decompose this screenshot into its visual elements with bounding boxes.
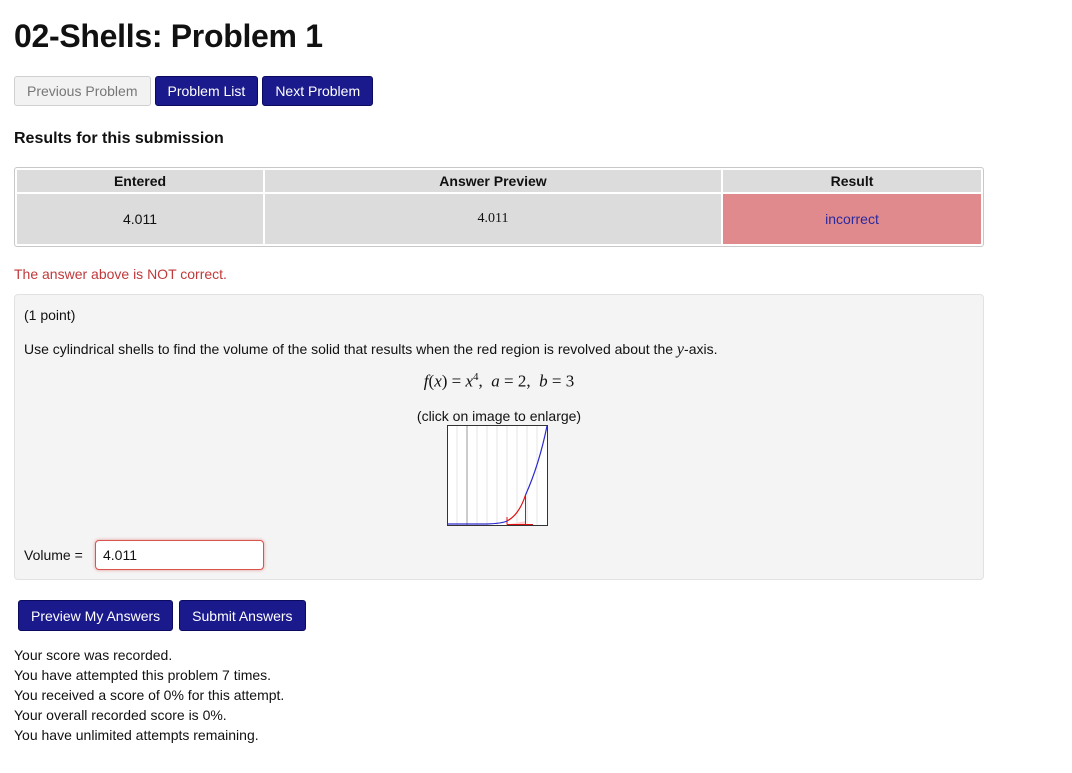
- previous-problem-button[interactable]: Previous Problem: [14, 76, 151, 106]
- score-messages: [14, 645, 284, 745]
- statement-text-end: -axis.: [684, 341, 718, 357]
- volume-label: Volume =: [24, 547, 87, 563]
- statement-variable: y: [676, 341, 685, 358]
- status-message: You received a score of 0% for this attempt.: [14, 687, 285, 703]
- submit-answers-button[interactable]: Submit Answers: [179, 600, 305, 631]
- results-heading: Results for this submission: [14, 130, 224, 147]
- page-title: 02-Shells: Problem 1: [14, 18, 323, 54]
- formula-f: f: [423, 371, 429, 391]
- formula-b-value: = 3: [547, 371, 575, 391]
- answer-preview-header: Answer Preview: [265, 170, 721, 192]
- status-message: Your overall recorded score is 0%.: [14, 707, 227, 723]
- formula-x: x: [434, 371, 442, 391]
- region-graph-image[interactable]: [447, 425, 548, 526]
- problem-list-button[interactable]: Problem List: [155, 76, 259, 106]
- incorrect-message: The answer above is NOT correct.: [14, 266, 227, 282]
- problem-navigation: [14, 76, 373, 106]
- function-formula: $f(x) = x^4$, a = 2, b = 3: [423, 371, 575, 391]
- result-header: Result: [723, 170, 981, 192]
- formula-exponent: 4: [473, 371, 479, 383]
- status-message: You have attempted this problem 7 times.: [14, 667, 272, 683]
- result-cell: incorrect: [723, 194, 981, 244]
- answer-actions: [18, 600, 306, 631]
- answer-preview-cell: 4.011: [265, 194, 721, 244]
- formula-a-label: a: [491, 371, 500, 391]
- table-row: [17, 194, 981, 244]
- status-message: Your score was recorded.: [14, 647, 173, 663]
- enlarge-hint: (click on image to enlarge): [416, 408, 582, 424]
- next-problem-button[interactable]: Next Problem: [262, 76, 373, 106]
- preview-answers-button[interactable]: Preview My Answers: [18, 600, 173, 631]
- problem-statement: [24, 341, 717, 359]
- status-message: You have unlimited attempts remaining.: [14, 727, 259, 743]
- formula-a-value: = 2,: [499, 371, 540, 391]
- problem-body: [14, 294, 984, 580]
- statement-text: Use cylindrical shells to find the volume of the solid that results when the red region is revolved about the: [24, 341, 677, 357]
- formula-b-label: b: [539, 371, 548, 391]
- results-table: [14, 167, 984, 247]
- formula-eq: ) =: [441, 371, 466, 391]
- entered-header: Entered: [17, 170, 263, 192]
- entered-cell: 4.011: [17, 194, 263, 244]
- point-value: (1 point): [24, 307, 76, 323]
- formula-x-power: x: [465, 371, 474, 391]
- volume-input[interactable]: [95, 540, 264, 570]
